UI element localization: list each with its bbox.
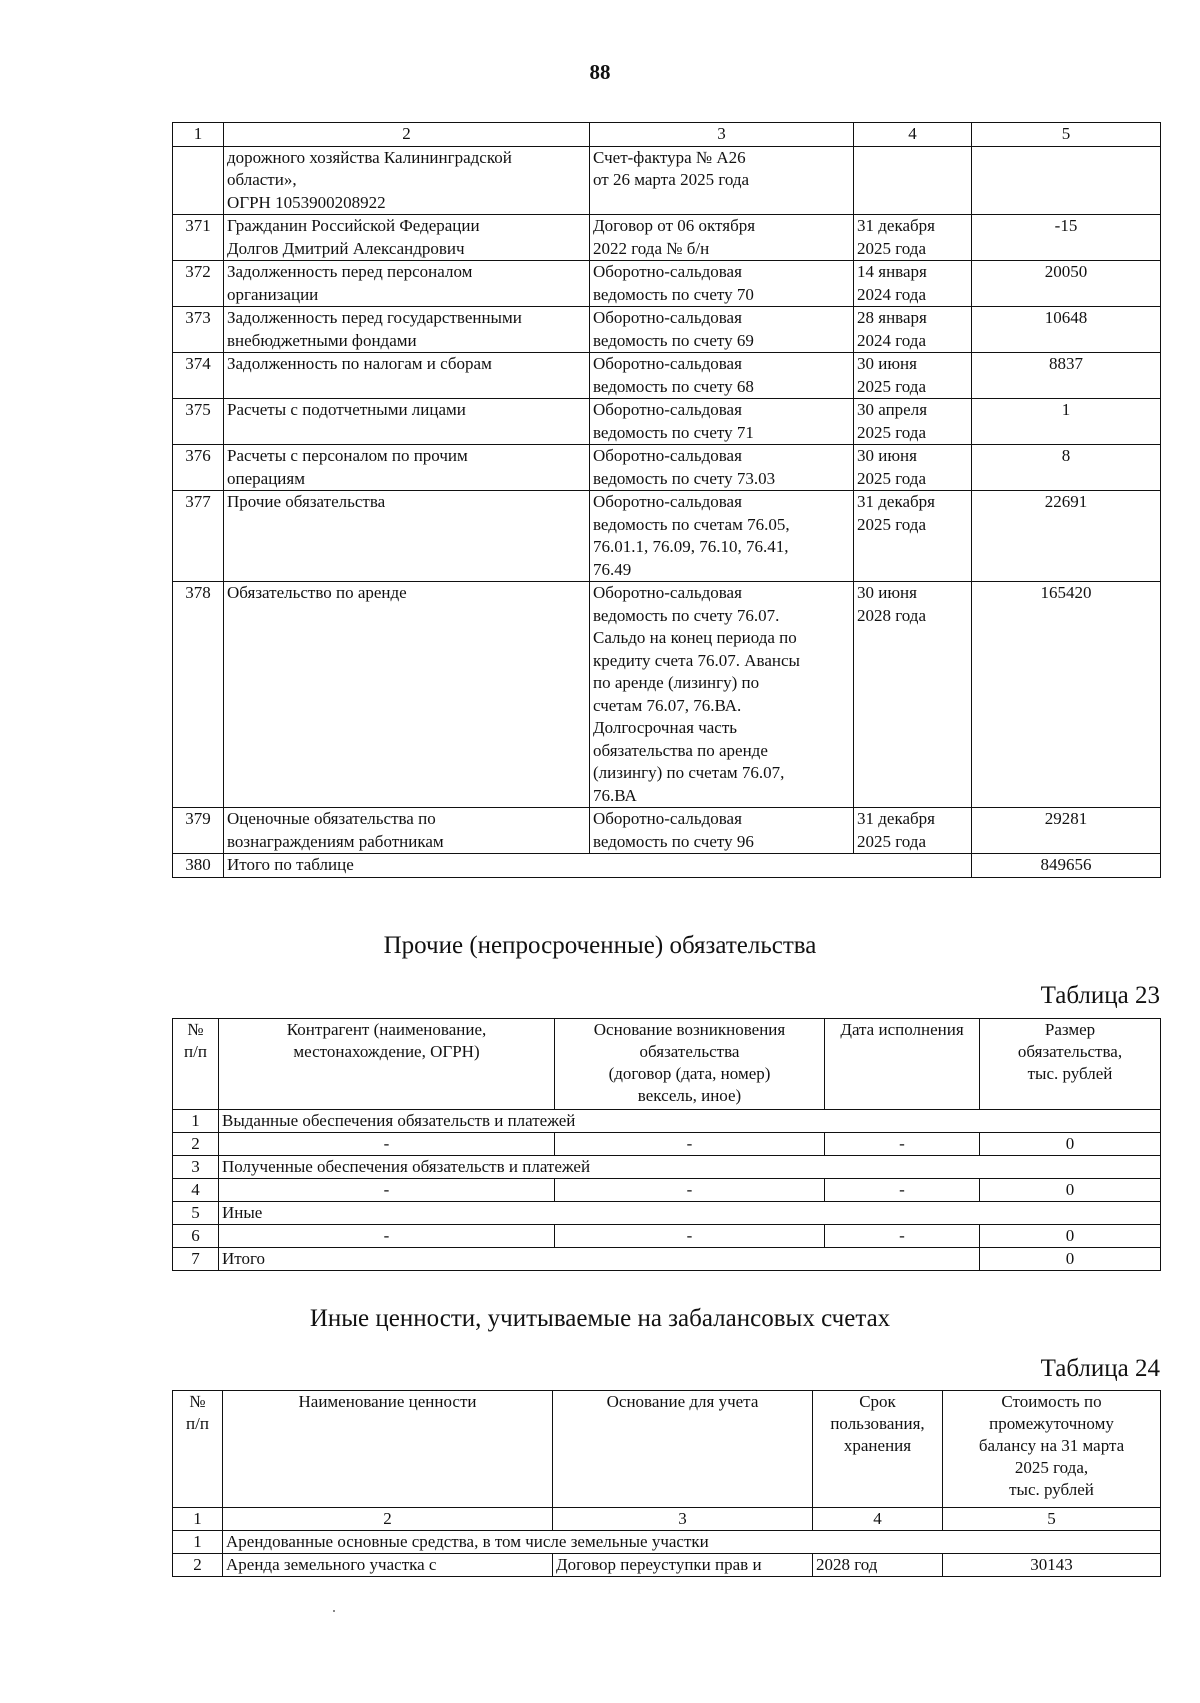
amount-cell: 0	[980, 1225, 1161, 1248]
header-value: Стоимость по промежуточному балансу на 31 марта 2025 года, тыс. рублей	[943, 1391, 1161, 1508]
contragent-cell: -	[219, 1179, 555, 1202]
total-row	[173, 854, 1161, 878]
row-number: 371	[173, 215, 224, 261]
section-row	[173, 1156, 1161, 1179]
date-cell: -	[825, 1225, 980, 1248]
col-number: 1	[173, 1508, 223, 1531]
amount-cell: 22691	[972, 491, 1161, 582]
total-amount: 849656	[972, 854, 1161, 878]
row-number: 378	[173, 582, 224, 808]
table-row	[173, 1133, 1161, 1156]
liabilities-table-continuation	[172, 122, 1161, 878]
amount-cell: 8837	[972, 353, 1161, 399]
row-number: 1	[173, 1531, 223, 1554]
basis-cell: Оборотно-сальдовая ведомость по счету 76.07. Сальдо на конец периода по кредиту счета 76.07. Авансы по аренде (лизингу) по счетам 76.07, 76.ВА. Долгосрочная часть обязательства по аренде (лизингу) по счетам 76.07, 76.ВА	[590, 582, 854, 808]
column-numbers-row	[173, 1508, 1161, 1531]
row-number: 380	[173, 854, 224, 878]
counterparty-cell: дорожного хозяйства Калининградской области», ОГРН 1053900208922	[224, 146, 590, 215]
table-23	[172, 1018, 1161, 1271]
table-row	[173, 1225, 1161, 1248]
basis-cell: Оборотно-сальдовая ведомость по счету 71	[590, 399, 854, 445]
date-cell: 31 декабря 2025 года	[854, 808, 972, 854]
counterparty-cell: Расчеты с подотчетными лицами	[224, 399, 590, 445]
section-label: Арендованные основные средства, в том числе земельные участки	[223, 1531, 1161, 1554]
basis-cell: Счет-фактура № А26 от 26 марта 2025 года	[590, 146, 854, 215]
counterparty-cell: Задолженность перед государственными внебюджетными фондами	[224, 307, 590, 353]
row-number: 373	[173, 307, 224, 353]
date-cell: 31 декабря 2025 года	[854, 215, 972, 261]
amount-cell: 29281	[972, 808, 1161, 854]
date-cell: 14 января 2024 года	[854, 261, 972, 307]
basis-cell: Договор от 06 октября 2022 года № б/н	[590, 215, 854, 261]
basis-cell: -	[555, 1225, 825, 1248]
section-label: Выданные обеспечения обязательств и платежей	[219, 1110, 1161, 1133]
col-number: 4	[854, 123, 972, 147]
counterparty-cell: Задолженность по налогам и сборам	[224, 353, 590, 399]
amount-cell: 10648	[972, 307, 1161, 353]
header-amount: Размер обязательства, тыс. рублей	[980, 1019, 1161, 1110]
counterparty-cell: Расчеты с персоналом по прочим операциям	[224, 445, 590, 491]
table-row	[173, 445, 1161, 491]
basis-cell: -	[555, 1179, 825, 1202]
page-number: 88	[589, 60, 611, 84]
date-cell: 30 июня 2025 года	[854, 445, 972, 491]
col-number: 5	[943, 1508, 1161, 1531]
row-number: 5	[173, 1202, 219, 1225]
basis-cell: Оборотно-сальдовая ведомость по счету 70	[590, 261, 854, 307]
col-number: 5	[972, 123, 1161, 147]
row-number: 1	[173, 1110, 219, 1133]
table-header-row	[173, 1391, 1161, 1508]
value-cell: 30143	[943, 1554, 1161, 1577]
total-row	[173, 1248, 1161, 1271]
table-24-label: Таблица 24	[1040, 1355, 1160, 1382]
col-number: 3	[553, 1508, 813, 1531]
basis-cell: Договор переуступки прав и	[553, 1554, 813, 1577]
row-number: 6	[173, 1225, 219, 1248]
amount-cell: 20050	[972, 261, 1161, 307]
amount-cell	[972, 146, 1161, 215]
header-date: Дата исполнения	[825, 1019, 980, 1110]
row-number: 374	[173, 353, 224, 399]
counterparty-cell: Гражданин Российской Федерации Долгов Дмитрий Александрович	[224, 215, 590, 261]
value-name-cell: Аренда земельного участка с	[223, 1554, 553, 1577]
table-row	[173, 261, 1161, 307]
section-row	[173, 1531, 1161, 1554]
basis-cell: Оборотно-сальдовая ведомость по счетам 76.05, 76.01.1, 76.09, 76.10, 76.41, 76.49	[590, 491, 854, 582]
table-row	[173, 146, 1161, 215]
date-cell: 28 января 2024 года	[854, 307, 972, 353]
date-cell: 31 декабря 2025 года	[854, 491, 972, 582]
date-cell: -	[825, 1179, 980, 1202]
row-number: 377	[173, 491, 224, 582]
basis-cell: -	[555, 1133, 825, 1156]
header-basis: Основание возникновения обязательства (договор (дата, номер) вексель, иное)	[555, 1019, 825, 1110]
row-number: 2	[173, 1133, 219, 1156]
date-cell	[854, 146, 972, 215]
amount-cell: 0	[980, 1133, 1161, 1156]
table-row	[173, 215, 1161, 261]
header-basis: Основание для учета	[553, 1391, 813, 1508]
amount-cell: 0	[980, 1179, 1161, 1202]
section-heading-off-balance: Иные ценности, учитываемые на забалансовых счетах	[309, 1305, 891, 1332]
basis-cell: Оборотно-сальдовая ведомость по счету 69	[590, 307, 854, 353]
term-cell: 2028 год	[813, 1554, 943, 1577]
row-number: 2	[173, 1554, 223, 1577]
contragent-cell: -	[219, 1225, 555, 1248]
row-number: 3	[173, 1156, 219, 1179]
table-23-label: Таблица 23	[1040, 982, 1160, 1009]
table-row	[173, 582, 1161, 808]
date-cell: -	[825, 1133, 980, 1156]
scan-speck	[333, 1610, 335, 1612]
counterparty-cell: Обязательство по аренде	[224, 582, 590, 808]
row-number: 372	[173, 261, 224, 307]
table-row	[173, 399, 1161, 445]
section-label: Иные	[219, 1202, 1161, 1225]
section-heading-other-liabilities: Прочие (непросроченные) обязательства	[383, 932, 817, 959]
header-num: № п/п	[173, 1019, 219, 1110]
amount-cell: 165420	[972, 582, 1161, 808]
total-amount: 0	[980, 1248, 1161, 1271]
section-row	[173, 1202, 1161, 1225]
date-cell: 30 апреля 2025 года	[854, 399, 972, 445]
col-number: 4	[813, 1508, 943, 1531]
col-number: 2	[224, 123, 590, 147]
row-number: 7	[173, 1248, 219, 1271]
basis-cell: Оборотно-сальдовая ведомость по счету 73.03	[590, 445, 854, 491]
col-number: 2	[223, 1508, 553, 1531]
amount-cell: 1	[972, 399, 1161, 445]
row-number: 375	[173, 399, 224, 445]
date-cell: 30 июня 2025 года	[854, 353, 972, 399]
row-number: 376	[173, 445, 224, 491]
table-row	[173, 1554, 1161, 1577]
amount-cell: -15	[972, 215, 1161, 261]
table-row	[173, 1179, 1161, 1202]
total-label: Итого	[219, 1248, 980, 1271]
contragent-cell: -	[219, 1133, 555, 1156]
date-cell: 30 июня 2028 года	[854, 582, 972, 808]
header-num: № п/п	[173, 1391, 223, 1508]
table-row	[173, 307, 1161, 353]
col-number: 3	[590, 123, 854, 147]
basis-cell: Оборотно-сальдовая ведомость по счету 68	[590, 353, 854, 399]
col-number: 1	[173, 123, 224, 147]
header-name: Наименование ценности	[223, 1391, 553, 1508]
header-contragent: Контрагент (наименование, местонахождение, ОГРН)	[219, 1019, 555, 1110]
section-row	[173, 1110, 1161, 1133]
header-term: Срок пользования, хранения	[813, 1391, 943, 1508]
total-label: Итого по таблице	[224, 854, 972, 878]
table-24	[172, 1390, 1161, 1577]
section-label: Полученные обеспечения обязательств и платежей	[219, 1156, 1161, 1179]
column-numbers-row	[173, 123, 1161, 147]
table-header-row	[173, 1019, 1161, 1110]
counterparty-cell: Оценочные обязательства по вознаграждениям работникам	[224, 808, 590, 854]
table-row	[173, 491, 1161, 582]
amount-cell: 8	[972, 445, 1161, 491]
counterparty-cell: Прочие обязательства	[224, 491, 590, 582]
table-row	[173, 808, 1161, 854]
row-number: 4	[173, 1179, 219, 1202]
counterparty-cell: Задолженность перед персоналом организации	[224, 261, 590, 307]
row-number: 379	[173, 808, 224, 854]
basis-cell: Оборотно-сальдовая ведомость по счету 96	[590, 808, 854, 854]
table-row	[173, 353, 1161, 399]
